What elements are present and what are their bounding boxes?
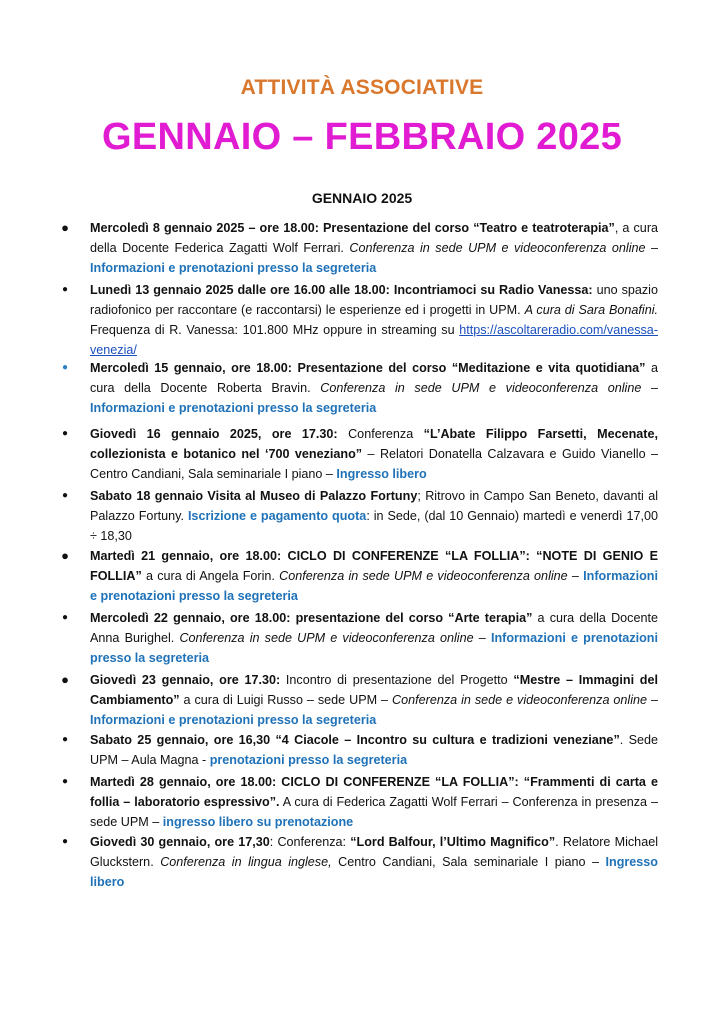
event-text: Centro Candiani, Sala seminariale I piano –: [331, 855, 606, 869]
event-text: Conferenza: [337, 427, 424, 441]
bullet-icon: ●: [61, 776, 69, 787]
bullet-icon: ●: [61, 672, 69, 687]
radio-stream-link[interactable]: https://ascoltareradio.com/vanessa-venezia/: [90, 323, 658, 357]
event-subject: “Lord Balfour, l’Ultimo Magnifico”: [350, 835, 556, 849]
event-item: [54, 546, 658, 606]
event-title: Lunedì 13 gennaio 2025 dalle ore 16.00 alle 18.00: Incontriamoci su Radio Vanessa:: [90, 283, 593, 297]
event-subject: “L’Abate Filippo Farsetti, Mecenate, collezionista e botanico nel ‘700 veneziano”: [90, 427, 659, 461]
event-text: a cura di Luigi Russo – sede UPM –: [179, 693, 393, 707]
event-item: [54, 280, 658, 360]
event-mode: Conferenza in lingua inglese,: [160, 855, 332, 869]
event-text: a cura della Docente Anna Burighel.: [90, 611, 658, 645]
event-title: Giovedì 16 gennaio 2025, ore 17.30:: [90, 427, 338, 441]
bullet-icon: ●: [61, 428, 69, 439]
event-text: ; Ritrovo in Campo San Beneto, davanti al Palazzo Fortuny.: [90, 489, 659, 523]
event-item: [54, 772, 658, 832]
event-text: –: [647, 693, 658, 707]
event-info: Informazioni e prenotazioni presso la segreteria: [90, 401, 377, 415]
event-item: [54, 358, 658, 418]
event-text: –: [641, 381, 658, 395]
bullet-icon: ●: [61, 490, 69, 501]
event-text: Incontro di presentazione del Progetto: [280, 673, 514, 687]
event-text: : Conferenza:: [269, 835, 351, 849]
bullet-icon: ●: [61, 836, 69, 847]
event-item: [54, 608, 658, 668]
event-text: . Sede UPM – Aula Magna -: [90, 733, 658, 767]
event-title: Sabato 18 gennaio Visita al Museo di Palazzo Fortuny: [90, 489, 418, 503]
event-mode: Conferenza in sede e videoconferenza online: [392, 693, 648, 707]
event-info: prenotazioni presso la segreteria: [209, 753, 408, 767]
event-text: –: [645, 241, 659, 255]
event-title: Mercoledì 15 gennaio, ore 18.00: Presentazione del corso “Meditazione e vita quotidiana”: [90, 361, 646, 375]
section-kicker: ATTIVITÀ ASSOCIATIVE: [240, 76, 484, 99]
bullet-icon: ●: [61, 284, 69, 295]
event-text: , a cura della Docente Federica Zagatti Wolf Ferrari.: [90, 221, 659, 255]
bullet-icon: ●: [61, 548, 69, 563]
event-title: Sabato 25 gennaio, ore 16,30 “4 Ciacole – Incontro su cultura e tradizioni veneziane”: [90, 733, 620, 747]
event-title: Giovedì 30 gennaio, ore 17,30: [90, 835, 270, 849]
event-text: A cura di Federica Zagatti Wolf Ferrari – Conferenza in presenza – sede UPM –: [90, 795, 658, 829]
event-mode: Conferenza in sede UPM e videoconferenza online: [279, 569, 568, 583]
event-item: [54, 486, 658, 546]
event-info: Iscrizione e pagamento quota: [187, 509, 367, 523]
event-info: Ingresso libero: [336, 467, 427, 481]
page-title: GENNAIO – FEBBRAIO 2025: [101, 116, 623, 158]
event-info: Informazioni e prenotazioni presso la segreteria: [90, 569, 658, 603]
event-text: a cura della Docente Roberta Bravin.: [90, 361, 658, 395]
event-title: Martedì 28 gennaio, ore 18.00: CICLO DI CONFERENZE “LA FOLLIA”: “Frammenti di carta e follia – laboratorio espressivo”.: [90, 775, 658, 809]
event-info: Informazioni e prenotazioni presso la segreteria: [90, 713, 377, 727]
event-info: ingresso libero su prenotazione: [162, 815, 354, 829]
event-text: –: [473, 631, 491, 645]
event-title: Mercoledì 22 gennaio, ore 18.00: presentazione del corso “Arte terapia”: [90, 611, 533, 625]
event-text: uno spazio radiofonico per raccontare (e raccontarsi) le esperienze ed i progetti in UPM.: [90, 283, 658, 317]
event-item: [54, 670, 658, 730]
event-mode: Conferenza in sede UPM e videoconferenza online: [349, 241, 646, 255]
event-text: a cura di Angela Forin.: [141, 569, 280, 583]
event-item: [54, 832, 658, 892]
event-text: . Relatore Michael Gluckstern.: [90, 835, 658, 869]
bullet-icon: ●: [61, 362, 69, 373]
event-text: –: [567, 569, 584, 583]
event-item: [54, 730, 658, 770]
bullet-icon: ●: [61, 734, 69, 745]
event-mode: Conferenza in sede UPM e videoconferenza online: [320, 381, 642, 395]
month-heading: GENNAIO 2025: [311, 190, 413, 206]
event-title: Martedì 21 gennaio, ore 18.00: CICLO DI CONFERENZE “LA FOLLIA”: “NOTE DI GENIO E FOLLIA”: [90, 549, 658, 583]
event-info: Informazioni e prenotazioni presso la segreteria: [90, 261, 377, 275]
event-title: Mercoledì 8 gennaio 2025 – ore 18.00: Presentazione del corso “Teatro e teatroterapia”: [90, 221, 615, 235]
event-text: Frequenza di R. Vanessa: 101.800 MHz oppure in streaming su: [90, 323, 460, 337]
event-mode: Conferenza in sede UPM e videoconferenza online: [179, 631, 474, 645]
event-item: [54, 424, 658, 484]
event-title: Giovedì 23 gennaio, ore 17.30:: [90, 673, 281, 687]
event-subject: “Mestre – Immagini del Cambiamento”: [90, 673, 658, 707]
event-text: : in Sede, (dal 10 Gennaio) martedì e venerdì 17,00 ÷ 18,30: [90, 509, 658, 543]
bullet-icon: ●: [61, 220, 69, 235]
bullet-icon: ●: [61, 612, 69, 623]
event-info: Informazioni e prenotazioni presso la segreteria: [90, 631, 658, 665]
event-text: – Relatori Donatella Calzavara e Guido Vianello – Centro Candiani, Sala seminariale I piano –: [90, 447, 659, 481]
event-item: [54, 218, 658, 278]
event-info: Ingresso libero: [90, 855, 658, 889]
event-curator: A cura di Sara Bonafini.: [524, 303, 658, 317]
